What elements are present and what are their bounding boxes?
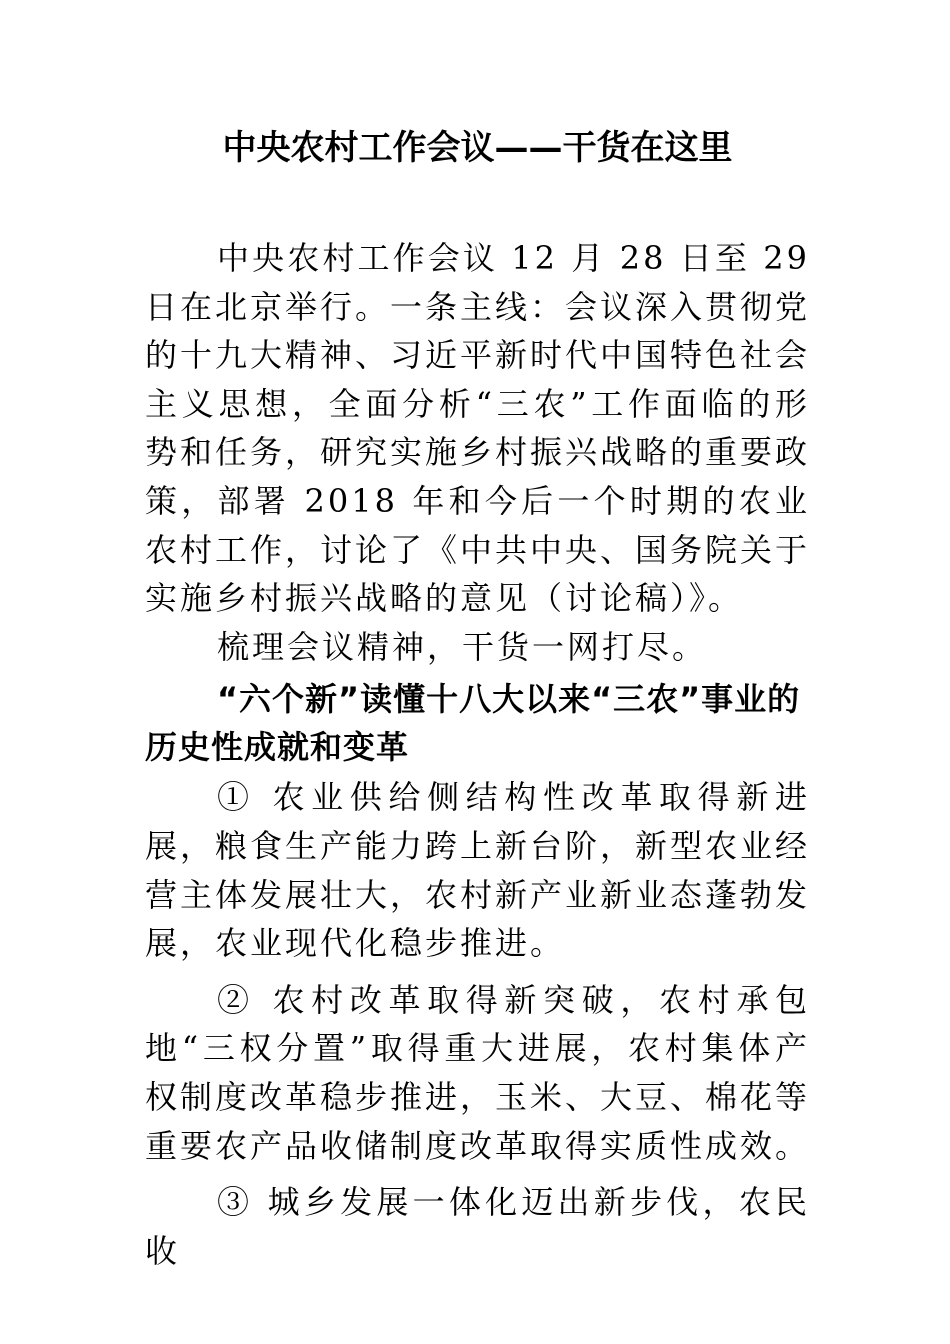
summary-paragraph: 梳理会议精神，干货一网打尽。	[217, 627, 708, 666]
intro-paragraph: 中央农村工作会议 12 月 28 日至 29 日在北京举行。一条主线：会议深入贯彻党的十九大精神、习近平新时代中国特色社会主义思想，全面分析“三农”工作面临的形势和任务，研究实施乡村振兴战略的重要政策，部署 2018 年和今后一个时期的农业农村工作，讨论了《中共中央、国务院关于实施乡村振兴战略的意见（讨论稿）》。	[145, 239, 811, 618]
document-page	[145, 120, 810, 1275]
list-item: ② 农村改革取得新突破，农村承包地“三权分置”取得重大进展，农村集体产权制度改革稳步推进，玉米、大豆、棉花等重要农产品收储制度改革取得实质性成效。	[145, 980, 811, 1165]
document-title: 中央农村工作会议——干货在这里	[222, 128, 733, 168]
list-item: ① 农业供给侧结构性改革取得新进展，粮食生产能力跨上新台阶，新型农业经营主体发展壮大，农村新产业新业态蓬勃发展，农业现代化稳步推进。	[145, 778, 811, 963]
list-item: ③ 城乡发展一体化迈出新步伐，农民收	[145, 1183, 810, 1270]
section-heading: “六个新”读懂十八大以来“三农”事业的历史性成就和变革	[145, 680, 801, 767]
